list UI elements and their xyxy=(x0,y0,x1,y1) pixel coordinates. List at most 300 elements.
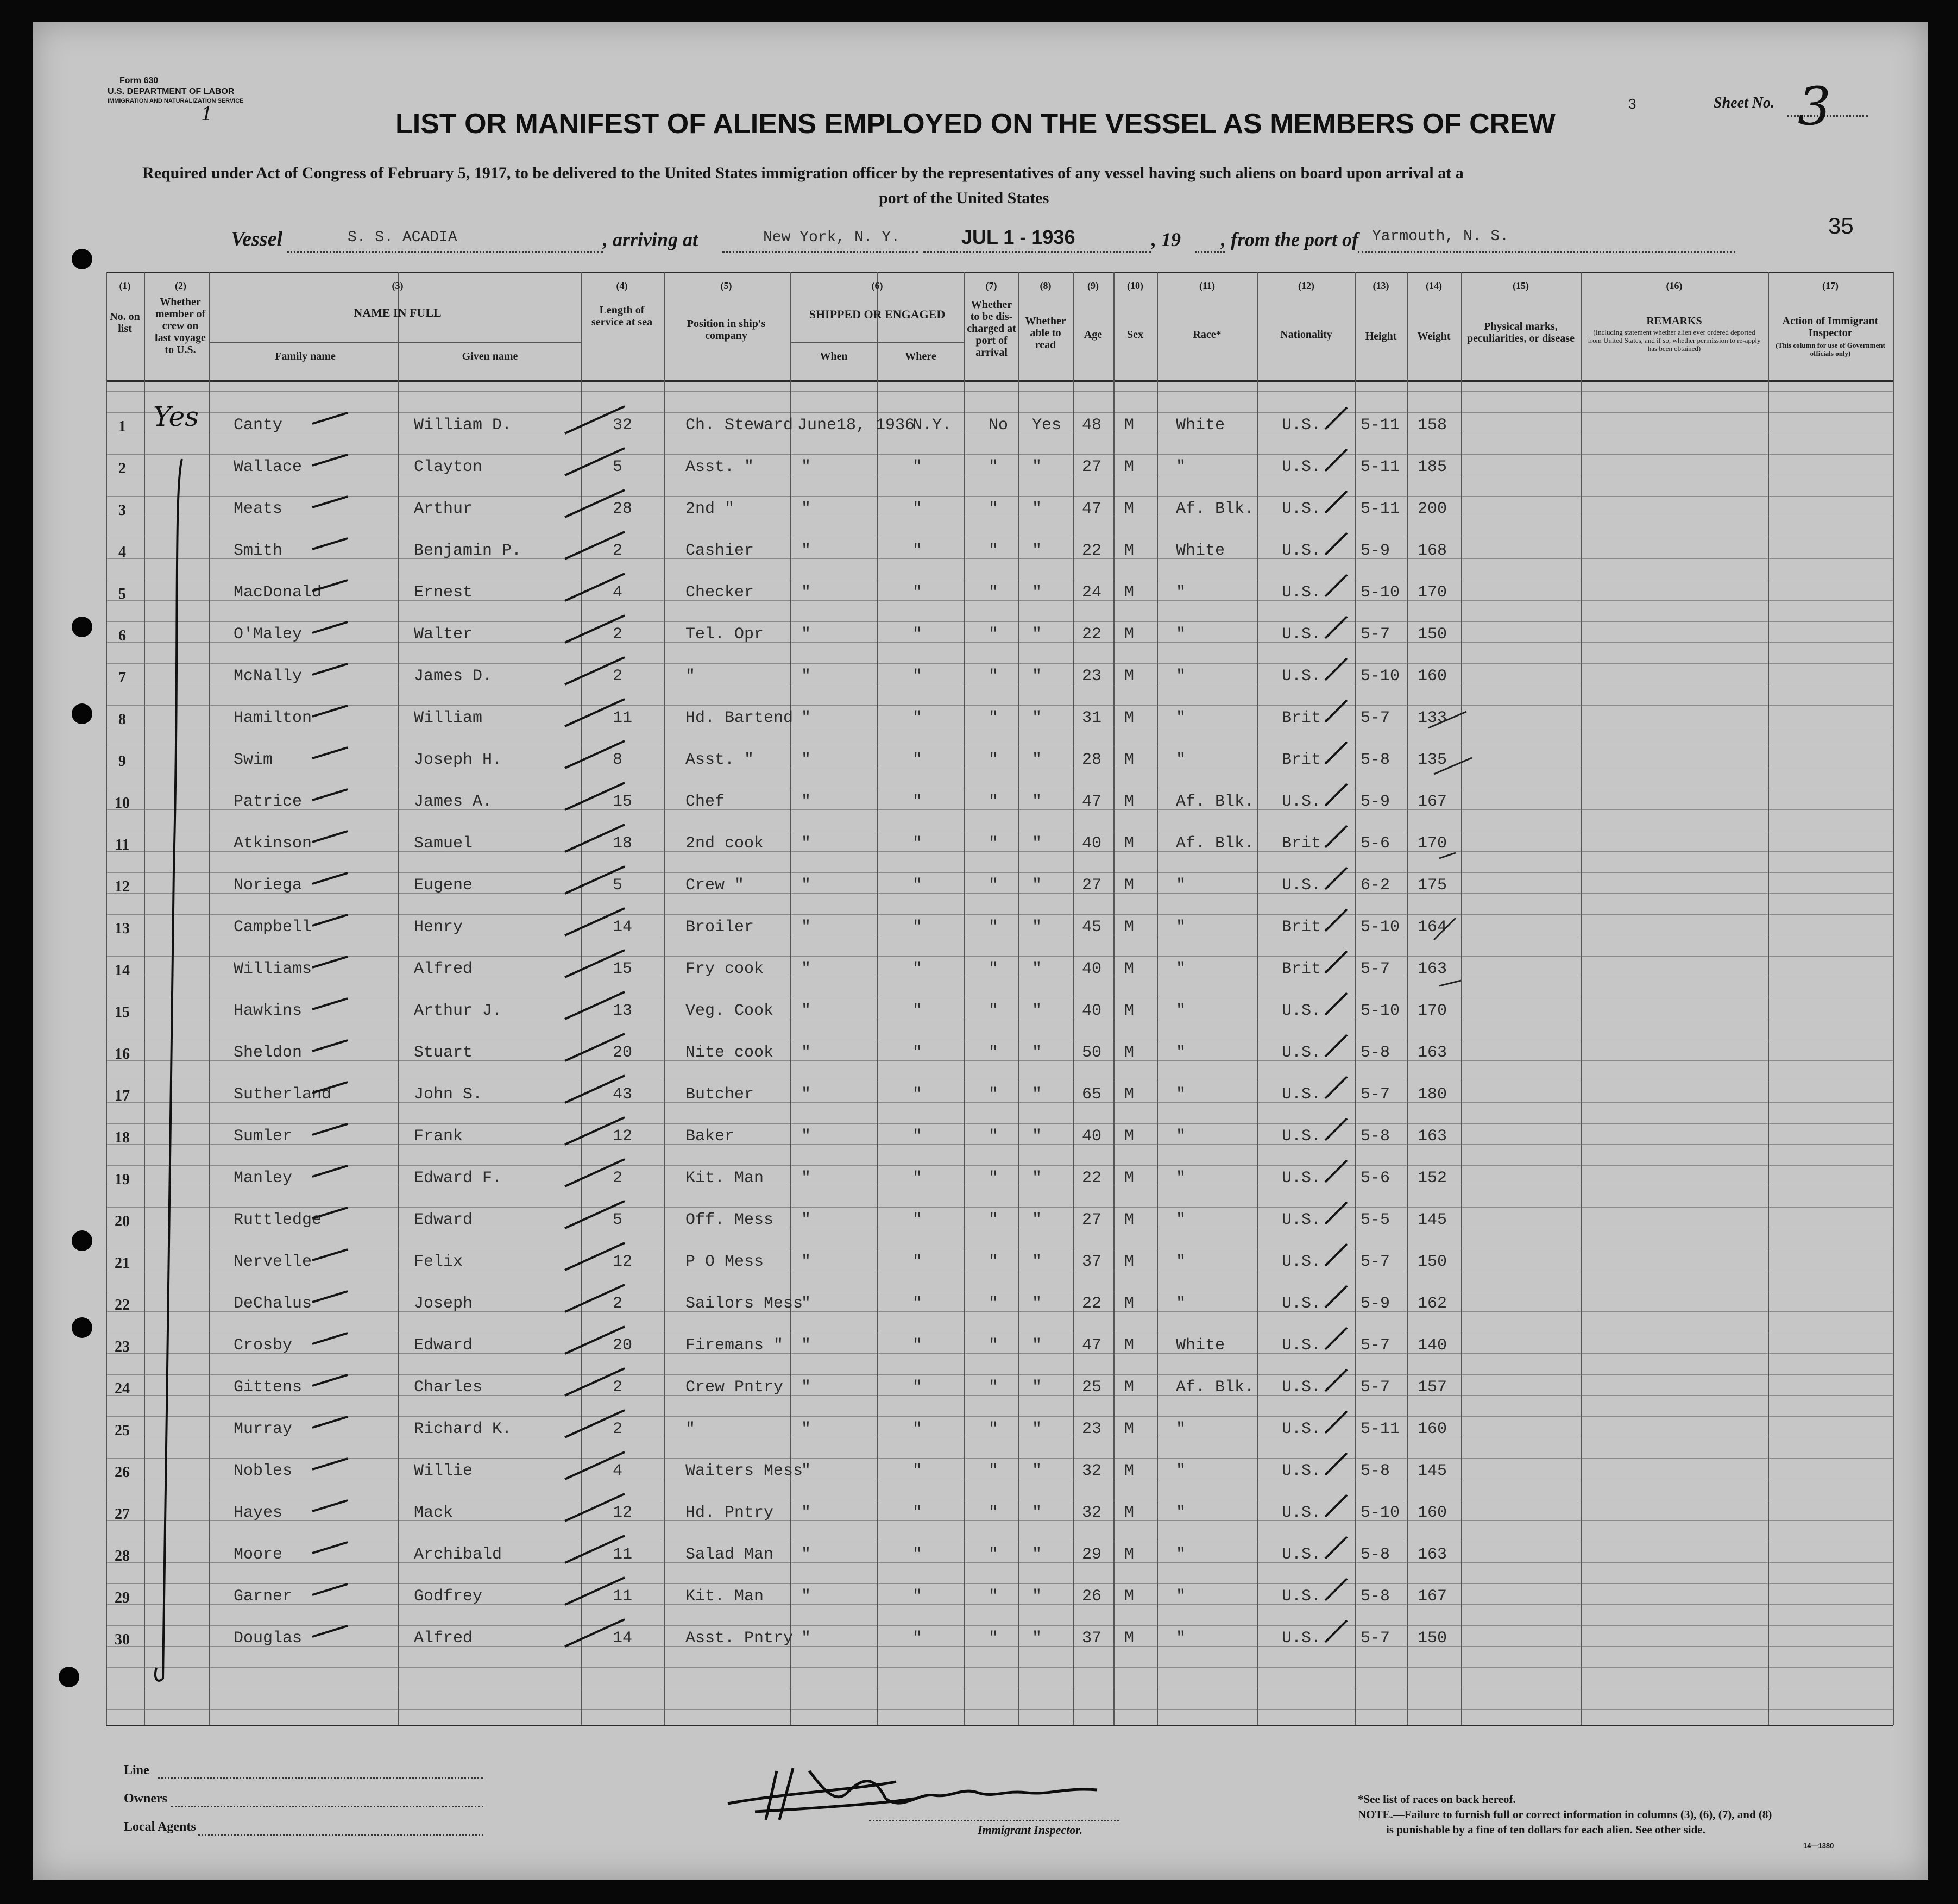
cell-service: 2 xyxy=(613,667,623,686)
cell-age: 45 xyxy=(1082,918,1102,937)
cell-height: 5-9 xyxy=(1361,1295,1390,1313)
col-header-position: Position in ship's company xyxy=(687,318,766,342)
cell-when: " xyxy=(801,918,811,937)
cell-position: Crew " xyxy=(685,876,745,895)
cell-sex: M xyxy=(1124,1085,1135,1104)
col-number: (10) xyxy=(1127,280,1143,291)
cell-family: Meats xyxy=(234,500,283,518)
cell-discharged: " xyxy=(989,625,999,644)
cell-nationality: U.S. xyxy=(1282,1462,1321,1480)
cell-position: Cashier xyxy=(685,542,754,560)
cell-nationality: U.S. xyxy=(1282,1002,1321,1020)
cell-where: " xyxy=(912,458,923,476)
cell-age: 37 xyxy=(1082,1629,1102,1648)
cell-when: " xyxy=(801,1420,811,1438)
cell-age: 32 xyxy=(1082,1504,1102,1522)
cell-family: Williams xyxy=(234,960,312,978)
cell-sex: M xyxy=(1124,1002,1135,1020)
cell-age: 32 xyxy=(1082,1462,1102,1480)
cell-nationality: U.S. xyxy=(1282,1587,1321,1606)
cell-discharged: " xyxy=(989,918,999,937)
cell-discharged: " xyxy=(989,1211,999,1229)
cell-no: 28 xyxy=(115,1548,130,1564)
cell-where: " xyxy=(912,1127,923,1146)
cell-discharged: " xyxy=(989,1629,999,1648)
cell-given: Felix xyxy=(414,1253,463,1271)
cell-no: 12 xyxy=(115,878,130,895)
cell-read: " xyxy=(1032,1336,1042,1355)
cell-service: 12 xyxy=(613,1253,633,1271)
cell-nationality: U.S. xyxy=(1282,1295,1321,1313)
cell-race: White xyxy=(1176,1336,1225,1355)
cell-age: 23 xyxy=(1082,667,1102,686)
cell-service: 2 xyxy=(613,542,623,560)
cell-given: Willie xyxy=(414,1462,473,1480)
cell-weight: 200 xyxy=(1418,500,1447,518)
cell-service: 14 xyxy=(613,918,633,937)
cell-no: 4 xyxy=(118,544,126,561)
cell-race: " xyxy=(1176,625,1186,644)
yes-mark: Yes xyxy=(153,401,199,432)
cell-nationality: U.S. xyxy=(1282,1169,1321,1187)
cell-family: Sheldon xyxy=(234,1044,303,1062)
cell-where: " xyxy=(912,1169,923,1187)
cell-where: " xyxy=(912,876,923,895)
cell-no: 9 xyxy=(118,753,126,770)
cell-service: 2 xyxy=(613,625,623,644)
cell-position: Salad Man xyxy=(685,1545,774,1564)
cell-position: Checker xyxy=(685,583,754,602)
cell-age: 23 xyxy=(1082,1420,1102,1438)
cell-read: " xyxy=(1032,1211,1042,1229)
cell-given: Eugene xyxy=(414,876,473,895)
cell-weight: 158 xyxy=(1418,416,1447,435)
cell-service: 13 xyxy=(613,1002,633,1020)
cell-height: 5-9 xyxy=(1361,793,1390,811)
cell-position: Nite cook xyxy=(685,1044,774,1062)
line-label: Line xyxy=(124,1763,149,1777)
cell-service: 20 xyxy=(613,1336,633,1355)
cell-height: 5-7 xyxy=(1361,1629,1390,1648)
cell-race: Af. Blk. xyxy=(1176,834,1255,853)
col-header-physical-marks: Physical marks, peculiarities, or disease xyxy=(1467,321,1575,344)
cell-when: June18, 1936 xyxy=(797,416,915,435)
cell-service: 11 xyxy=(613,1545,633,1564)
cell-discharged: " xyxy=(989,1587,999,1606)
cell-weight: 152 xyxy=(1418,1169,1447,1187)
cell-when: " xyxy=(801,1629,811,1648)
cell-position: Crew Pntry xyxy=(685,1378,784,1397)
cell-given: Walter xyxy=(414,625,473,644)
cell-given: Godfrey xyxy=(414,1587,483,1606)
cell-position: Firemans " xyxy=(685,1336,784,1355)
col-header-race: Race* xyxy=(1193,329,1222,341)
cell-age: 40 xyxy=(1082,1127,1102,1146)
cell-race: " xyxy=(1176,583,1186,602)
cell-given: William xyxy=(414,709,483,727)
cell-position: Butcher xyxy=(685,1085,754,1104)
col-number: (16) xyxy=(1666,280,1683,291)
cell-discharged: " xyxy=(989,960,999,978)
cell-age: 27 xyxy=(1082,458,1102,476)
year-label: , 19 xyxy=(1151,229,1181,250)
cell-height: 5-7 xyxy=(1361,1085,1390,1104)
col-header-height: Height xyxy=(1365,330,1397,342)
cell-family: Nobles xyxy=(234,1462,293,1480)
cell-race: " xyxy=(1176,1253,1186,1271)
cell-discharged: " xyxy=(989,1002,999,1020)
cell-when: " xyxy=(801,1545,811,1564)
cell-age: 22 xyxy=(1082,542,1102,560)
cell-service: 12 xyxy=(613,1127,633,1146)
cell-read: " xyxy=(1032,1378,1042,1397)
cell-read: " xyxy=(1032,1629,1042,1648)
cell-sex: M xyxy=(1124,1295,1135,1313)
cell-sex: M xyxy=(1124,1253,1135,1271)
inspector-label: Immigrant Inspector. xyxy=(978,1823,1083,1837)
cell-read: " xyxy=(1032,1253,1042,1271)
cell-given: Alfred xyxy=(414,1629,473,1648)
cell-height: 5-8 xyxy=(1361,1127,1390,1146)
cell-weight: 170 xyxy=(1418,834,1447,853)
cell-age: 24 xyxy=(1082,583,1102,602)
cell-nationality: U.S. xyxy=(1282,667,1321,686)
from-port-label: , from the port of xyxy=(1221,229,1359,250)
cell-weight: 140 xyxy=(1418,1336,1447,1355)
cell-race: Af. Blk. xyxy=(1176,500,1255,518)
cell-family: Crosby xyxy=(234,1336,293,1355)
cell-race: " xyxy=(1176,1002,1186,1020)
cell-read: Yes xyxy=(1032,416,1062,435)
cell-nationality: U.S. xyxy=(1282,583,1321,602)
cell-position: Tel. Opr xyxy=(685,625,764,644)
cell-where: " xyxy=(912,1420,923,1438)
cell-given: Edward F. xyxy=(414,1169,502,1187)
cell-read: " xyxy=(1032,876,1042,895)
cell-no: 15 xyxy=(115,1004,130,1021)
cell-race: " xyxy=(1176,1211,1186,1229)
cell-where: " xyxy=(912,960,923,978)
cell-race: " xyxy=(1176,960,1186,978)
cell-position: Hd. Bartend xyxy=(685,709,794,727)
cell-sex: M xyxy=(1124,416,1135,435)
cell-weight: 160 xyxy=(1418,667,1447,686)
col-header-remarks: REMARKS xyxy=(1646,315,1702,327)
cell-service: 2 xyxy=(613,1295,623,1313)
cell-position: Asst. Pntry xyxy=(685,1629,794,1648)
cell-position: Waiters Mess xyxy=(685,1462,803,1480)
department: U.S. DEPARTMENT OF LABOR xyxy=(108,87,235,96)
col-header-given-name: Given name xyxy=(462,350,518,362)
cell-height: 6-2 xyxy=(1361,876,1390,895)
cell-where: " xyxy=(912,1253,923,1271)
cell-nationality: U.S. xyxy=(1282,1378,1321,1397)
cell-given: Henry xyxy=(414,918,463,937)
cell-height: 5-10 xyxy=(1361,583,1400,602)
cell-race: " xyxy=(1176,1629,1186,1648)
cell-nationality: U.S. xyxy=(1282,1127,1321,1146)
cell-service: 14 xyxy=(613,1629,633,1648)
cell-where: " xyxy=(912,1462,923,1480)
note-races: *See list of races on back hereof. xyxy=(1358,1793,1516,1806)
cell-age: 29 xyxy=(1082,1545,1102,1564)
cell-when: " xyxy=(801,1002,811,1020)
cell-discharged: " xyxy=(989,1462,999,1480)
cell-no: 1 xyxy=(118,418,126,435)
cell-sex: M xyxy=(1124,1044,1135,1062)
cell-family: O'Maley xyxy=(234,625,303,644)
cell-race: White xyxy=(1176,416,1225,435)
cell-height: 5-10 xyxy=(1361,1504,1400,1522)
col-number: (1) xyxy=(119,280,131,291)
cell-race: Af. Blk. xyxy=(1176,793,1255,811)
cell-race: " xyxy=(1176,667,1186,686)
cell-read: " xyxy=(1032,709,1042,727)
cell-age: 22 xyxy=(1082,1169,1102,1187)
cell-when: " xyxy=(801,751,811,769)
cell-weight: 150 xyxy=(1418,625,1447,644)
cell-where: " xyxy=(912,1085,923,1104)
service-name: IMMIGRATION AND NATURALIZATION SERVICE xyxy=(108,98,244,104)
owners-label: Owners xyxy=(124,1792,167,1806)
cell-when: " xyxy=(801,1504,811,1522)
cell-service: 5 xyxy=(613,1211,623,1229)
cell-family: Sumler xyxy=(234,1127,293,1146)
cell-given: Frank xyxy=(414,1127,463,1146)
cell-read: " xyxy=(1032,1587,1042,1606)
col-header-family-name: Family name xyxy=(275,350,336,362)
cell-family: Swim xyxy=(234,751,273,769)
cell-read: " xyxy=(1032,458,1042,476)
cell-where: " xyxy=(912,1504,923,1522)
cell-sex: M xyxy=(1124,1127,1135,1146)
cell-when: " xyxy=(801,1044,811,1062)
cell-nationality: Brit. xyxy=(1282,918,1331,937)
cell-no: 19 xyxy=(115,1171,130,1188)
col-header-inspector-action: Action of Immigrant Inspector xyxy=(1782,315,1879,339)
cell-no: 22 xyxy=(115,1297,130,1314)
cell-sex: M xyxy=(1124,1504,1135,1522)
col-header-where: Where xyxy=(905,350,936,362)
cell-nationality: U.S. xyxy=(1282,1253,1321,1271)
cell-position: Asst. " xyxy=(685,458,754,476)
col-header-discharged: Whether to be dis-charged at port of arrival xyxy=(967,299,1016,359)
cell-where: " xyxy=(912,918,923,937)
cell-height: 5-7 xyxy=(1361,625,1390,644)
cell-when: " xyxy=(801,960,811,978)
cell-when: " xyxy=(801,667,811,686)
cell-given: Arthur xyxy=(414,500,473,518)
cell-no: 3 xyxy=(118,502,126,519)
cell-given: Alfred xyxy=(414,960,473,978)
cell-weight: 145 xyxy=(1418,1462,1447,1480)
cell-given: Ernest xyxy=(414,583,473,602)
cell-position: Asst. " xyxy=(685,751,754,769)
cell-weight: 170 xyxy=(1418,1002,1447,1020)
sheet-mark: 3 xyxy=(1628,96,1636,112)
cell-position: Off. Mess xyxy=(685,1211,774,1229)
cell-family: MacDonald xyxy=(234,583,322,602)
cell-weight: 150 xyxy=(1418,1629,1447,1648)
cell-family: Gittens xyxy=(234,1378,303,1397)
cell-nationality: U.S. xyxy=(1282,1545,1321,1564)
cell-sex: M xyxy=(1124,1336,1135,1355)
cell-when: " xyxy=(801,458,811,476)
cell-where: " xyxy=(912,542,923,560)
cell-weight: 164 xyxy=(1418,918,1447,937)
cell-no: 21 xyxy=(115,1255,130,1272)
cell-family: Sutherland xyxy=(234,1085,332,1104)
cell-weight: 180 xyxy=(1418,1085,1447,1104)
cell-when: " xyxy=(801,583,811,602)
cell-sex: M xyxy=(1124,1169,1135,1187)
cell-when: " xyxy=(801,1462,811,1480)
cell-age: 48 xyxy=(1082,416,1102,435)
cell-position: Broiler xyxy=(685,918,754,937)
cell-age: 40 xyxy=(1082,1002,1102,1020)
cell-sex: M xyxy=(1124,709,1135,727)
cell-where: " xyxy=(912,751,923,769)
cell-discharged: " xyxy=(989,876,999,895)
cell-family: Moore xyxy=(234,1545,283,1564)
cell-sex: M xyxy=(1124,751,1135,769)
cell-age: 22 xyxy=(1082,625,1102,644)
cell-family: Noriega xyxy=(234,876,303,895)
page-title: LIST OR MANIFEST OF ALIENS EMPLOYED ON THE VESSEL AS MEMBERS OF CREW xyxy=(395,108,1556,140)
cell-age: 31 xyxy=(1082,709,1102,727)
cell-read: " xyxy=(1032,1002,1042,1020)
cell-race: " xyxy=(1176,1504,1186,1522)
cell-service: 4 xyxy=(613,583,623,602)
cell-when: " xyxy=(801,625,811,644)
cell-nationality: U.S. xyxy=(1282,1044,1321,1062)
cell-weight: 163 xyxy=(1418,1044,1447,1062)
col-number: (15) xyxy=(1513,280,1529,291)
cell-read: " xyxy=(1032,960,1042,978)
cell-weight: 168 xyxy=(1418,542,1447,560)
cell-family: Ruttledge xyxy=(234,1211,322,1229)
cell-discharged: " xyxy=(989,1044,999,1062)
cell-where: " xyxy=(912,1002,923,1020)
cell-where: " xyxy=(912,1295,923,1313)
cell-position: " xyxy=(685,667,696,686)
cell-discharged: " xyxy=(989,500,999,518)
cell-where: " xyxy=(912,1545,923,1564)
cell-when: " xyxy=(801,876,811,895)
cell-sex: M xyxy=(1124,625,1135,644)
cell-nationality: U.S. xyxy=(1282,1420,1321,1438)
cell-nationality: U.S. xyxy=(1282,500,1321,518)
cell-read: " xyxy=(1032,667,1042,686)
cell-weight: 175 xyxy=(1418,876,1447,895)
col-number: (12) xyxy=(1298,280,1314,291)
cell-where: " xyxy=(912,709,923,727)
cell-age: 47 xyxy=(1082,1336,1102,1355)
cell-read: " xyxy=(1032,918,1042,937)
cell-no: 29 xyxy=(115,1589,130,1606)
cell-service: 2 xyxy=(613,1420,623,1438)
cell-weight: 133 xyxy=(1418,709,1447,727)
arrival-date-stamp: JUL 1 - 1936 xyxy=(961,226,1075,248)
col-number: (5) xyxy=(720,280,732,291)
arriving-label: , arriving at xyxy=(603,229,698,250)
cell-race: " xyxy=(1176,1127,1186,1146)
cell-weight: 185 xyxy=(1418,458,1447,476)
cell-nationality: U.S. xyxy=(1282,625,1321,644)
cell-where: " xyxy=(912,1629,923,1648)
cell-where: " xyxy=(912,834,923,853)
cell-read: " xyxy=(1032,542,1042,560)
cell-race: " xyxy=(1176,1295,1186,1313)
cell-when: " xyxy=(801,1085,811,1104)
cell-given: Stuart xyxy=(414,1044,473,1062)
cell-given: Charles xyxy=(414,1378,483,1397)
cell-when: " xyxy=(801,1378,811,1397)
vessel-label: Vessel xyxy=(231,228,282,250)
cell-no: 26 xyxy=(115,1464,130,1481)
cell-where: " xyxy=(912,500,923,518)
cell-family: Smith xyxy=(234,542,283,560)
cell-position: Sailors Mess xyxy=(685,1295,803,1313)
cell-position: Baker xyxy=(685,1127,735,1146)
cell-nationality: U.S. xyxy=(1282,1629,1321,1648)
cell-service: 28 xyxy=(613,500,633,518)
cell-no: 14 xyxy=(115,962,130,979)
col-header-able-to-read: Whether able to read xyxy=(1025,315,1066,351)
cell-where: " xyxy=(912,1587,923,1606)
cell-given: Arthur J. xyxy=(414,1002,502,1020)
cell-race: " xyxy=(1176,1085,1186,1104)
cell-discharged: " xyxy=(989,1253,999,1271)
cell-height: 5-7 xyxy=(1361,1253,1390,1271)
cell-height: 5-7 xyxy=(1361,960,1390,978)
cell-no: 7 xyxy=(118,669,126,686)
cell-where: " xyxy=(912,583,923,602)
cell-height: 5-7 xyxy=(1361,1378,1390,1397)
cell-race: Af. Blk. xyxy=(1176,1378,1255,1397)
local-agents-label: Local Agents xyxy=(124,1820,196,1834)
cell-family: Campbell xyxy=(234,918,312,937)
cell-nationality: U.S. xyxy=(1282,876,1321,895)
col-number: (3) xyxy=(392,280,404,291)
cell-service: 2 xyxy=(613,1169,623,1187)
cell-given: Mack xyxy=(414,1504,454,1522)
cell-height: 5-11 xyxy=(1361,458,1400,476)
cell-height: 5-11 xyxy=(1361,1420,1400,1438)
cell-weight: 163 xyxy=(1418,960,1447,978)
cell-position: Hd. Pntry xyxy=(685,1504,774,1522)
cell-discharged: " xyxy=(989,1378,999,1397)
cell-nationality: U.S. xyxy=(1282,793,1321,811)
col-header-no-on-list: No. on list xyxy=(110,311,140,335)
cell-no: 10 xyxy=(115,795,130,812)
cell-service: 2 xyxy=(613,1378,623,1397)
cell-sex: M xyxy=(1124,1378,1135,1397)
cell-race: " xyxy=(1176,1462,1186,1480)
col-number: (4) xyxy=(616,280,628,291)
col-number: (17) xyxy=(1822,280,1839,291)
cell-age: 25 xyxy=(1082,1378,1102,1397)
cell-age: 22 xyxy=(1082,1295,1102,1313)
cell-no: 6 xyxy=(118,627,126,644)
cell-read: " xyxy=(1032,1462,1042,1480)
cell-service: 15 xyxy=(613,793,633,811)
cell-service: 11 xyxy=(613,709,633,727)
cell-no: 5 xyxy=(118,586,126,602)
cell-when: " xyxy=(801,542,811,560)
cell-race: " xyxy=(1176,876,1186,895)
sheet-number: 3 xyxy=(1798,76,1831,137)
